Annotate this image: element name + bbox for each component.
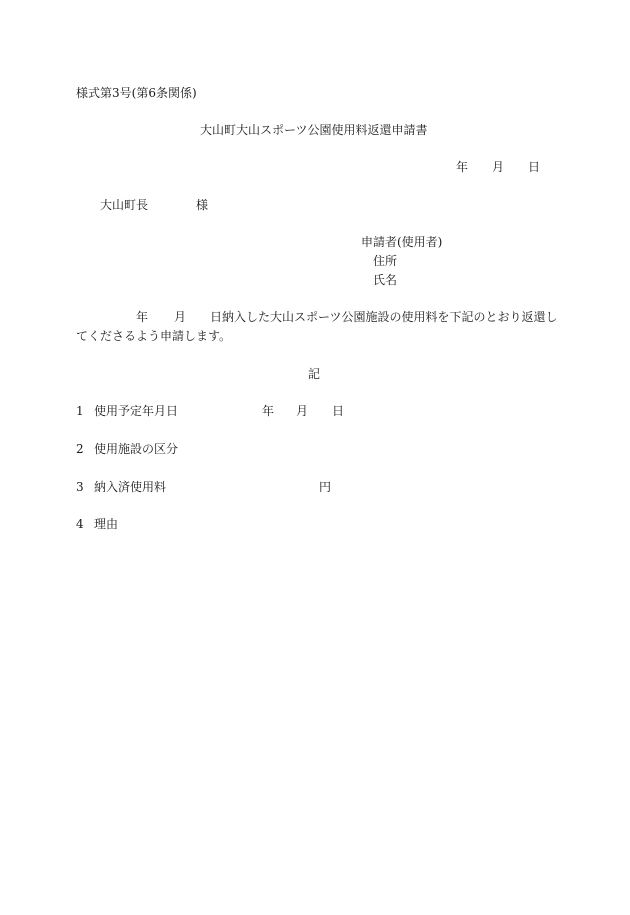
item-label-usage-date: 使用予定年月日 [94,404,179,418]
addressee-name: 大山町長 [100,198,149,212]
date-day-label: 日 [528,160,541,174]
item-number: 1 [76,404,84,418]
date-month-label: 月 [492,160,505,174]
date-year-label: 年 [456,160,469,174]
item-label-reason: 理由 [94,517,119,531]
body-year-label: 年 [136,310,149,324]
body-text-line1 [76,311,558,323]
usage-date-year-label: 年 [262,404,275,418]
ki-heading: 記 [308,367,321,381]
form-number: 様式第3号(第6条関係) [76,86,197,100]
item-number: 2 [76,442,84,456]
addressee-honorific: 様 [196,198,209,212]
name-label: 氏名 [373,273,398,287]
body-month-label: 月 [174,310,187,324]
body-text-line2: てくださるよう申請します。 [76,329,232,343]
paid-fee-unit: 円 [319,480,332,494]
usage-date-day-label: 日 [332,404,345,418]
item-label-facility-category: 使用施設の区分 [94,442,179,456]
applicant-label: 申請者(使用者) [361,235,443,249]
body-text-rest: 日納入した大山スポーツ公園施設の使用料を下記のとおり返還し [210,310,558,324]
document-title: 大山町大山スポーツ公園使用料返還申請書 [200,123,428,137]
item-number: 3 [76,480,84,494]
address-label: 住所 [373,254,398,268]
item-label-paid-fee: 納入済使用料 [94,480,167,494]
item-number: 4 [76,517,84,531]
usage-date-month-label: 月 [296,404,309,418]
